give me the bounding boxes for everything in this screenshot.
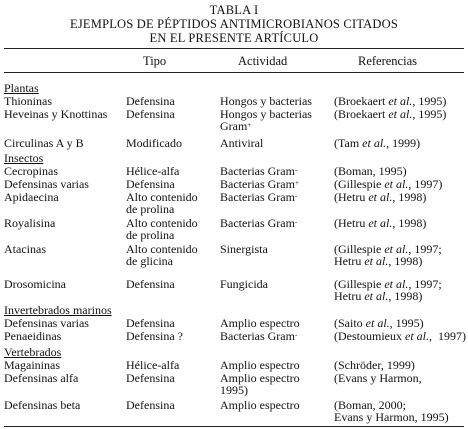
row-heveinas-tipo: Defensina (126, 107, 175, 121)
table-title (0, 3, 468, 45)
row-drosomicina-ref-2: Hetru et al., 1998) (334, 289, 423, 303)
header-tipo: Tipo (143, 54, 167, 68)
row-heveinas-ref: (Broekaert et al., 1995) (334, 107, 447, 121)
row-penaeidinas-ref: (Destoumieux et al., 1997) (334, 329, 466, 343)
row-heveinas-actividad: Hongos y bacterias (220, 107, 312, 121)
top-rule (4, 48, 464, 49)
row-drosomicina-ref: (Gillespie et al., 1997; (334, 277, 442, 291)
row-drosomicina-actividad: Fungicida (220, 277, 268, 291)
row-atacinas-tipo: Alto contenido (126, 242, 198, 256)
row-circulinas-ref: (Tam et al., 1999) (334, 136, 421, 150)
row-cecropinas-name: Cecropinas (4, 164, 58, 178)
row-royalisina-name: Royalisina (4, 216, 56, 230)
row-apidaecina-actividad: Bacterias Gram- (220, 190, 298, 204)
row-thioninas-name: Thioninas (4, 94, 52, 108)
section-invertebrados-marinos: Invertebrados marinos (4, 303, 112, 317)
row-atacinas-ref: (Gillespie et al., 1997; (334, 242, 442, 256)
row-defensinas-alfa-tipo: Defensina (126, 371, 175, 385)
row-penaeidinas-actividad: Bacterias Gram- (220, 329, 298, 343)
bottom-rule (4, 426, 464, 427)
table-title-line-2: EN EL PRESENTE ARTÍCULO (149, 31, 319, 45)
header-rule (4, 72, 464, 73)
row-atacinas-actividad: Sinergista (220, 242, 268, 256)
row-royalisina-tipo-2: de prolina (126, 228, 175, 242)
table-title-line-1: EJEMPLOS DE PÉPTIDOS ANTIMICROBIANOS CITADOS (70, 17, 398, 31)
row-defensinas-varias-marinas-name: Defensinas varias (4, 316, 89, 330)
header-referencias: Referencias (358, 54, 417, 68)
row-defensinas-alfa-actividad: Amplio espectro (220, 371, 300, 385)
row-royalisina-ref: (Hetru et al., 1998) (334, 216, 427, 230)
row-drosomicina-tipo: Defensina (126, 277, 175, 291)
row-apidaecina-tipo-2: de prolina (126, 202, 175, 216)
row-defensinas-alfa-name: Defensinas alfa (4, 371, 79, 385)
row-atacinas-name: Atacinas (4, 242, 46, 256)
table-number: TABLA I (209, 3, 259, 17)
row-defensinas-alfa-actividad-2: 1995) (220, 383, 248, 397)
row-circulinas-tipo: Modificado (126, 136, 182, 150)
row-defensinas-varias-actividad: Bacterias Gram+ (220, 177, 299, 191)
row-circulinas-actividad: Antiviral (220, 136, 264, 150)
row-defensinas-beta-ref: (Boman, 2000; (334, 398, 406, 412)
row-heveinas-name: Heveinas y Knottinas (4, 107, 108, 121)
section-insectos: Insectos (4, 151, 44, 165)
row-apidaecina-name: Apidaecina (4, 190, 59, 204)
row-defensinas-varias-marinas-actividad: Amplio espectro (220, 316, 300, 330)
row-drosomicina-name: Drosomicina (4, 277, 66, 291)
row-penaeidinas-tipo: Defensina ? (126, 329, 183, 343)
row-defensinas-beta-actividad: Amplio espectro (220, 398, 300, 412)
row-magaininas-actividad: Amplio espectro (220, 358, 300, 372)
row-atacinas-ref-2: Hetru et al., 1998) (334, 254, 423, 268)
row-defensinas-varias-name: Defensinas varias (4, 177, 89, 191)
section-vertebrados: Vertebrados (4, 345, 62, 359)
row-cecropinas-ref: (Boman, 1995) (334, 164, 407, 178)
section-plantas: Plantas (4, 81, 39, 95)
row-defensinas-beta-name: Defensinas beta (4, 398, 81, 412)
row-circulinas-name: Circulinas A y B (4, 136, 84, 150)
row-magaininas-ref: (Schröder, 1999) (334, 358, 415, 372)
row-atacinas-tipo-2: de glicina (126, 254, 173, 268)
row-royalisina-actividad: Bacterias Gram- (220, 216, 298, 230)
row-apidaecina-tipo: Alto contenido (126, 190, 198, 204)
row-defensinas-varias-marinas-ref: (Saito et al., 1995) (334, 316, 424, 330)
row-penaeidinas-name: Penaeidinas (4, 329, 62, 343)
row-thioninas-ref: (Broekaert et al., 1995) (334, 94, 447, 108)
row-defensinas-beta-ref-2: Evans y Harmon, 1995) (334, 410, 449, 424)
row-defensinas-varias-ref: (Gillespie et al., 1997) (334, 177, 443, 191)
row-defensinas-varias-marinas-tipo: Defensina (126, 316, 175, 330)
row-cecropinas-tipo: Hélice-alfa (126, 164, 180, 178)
row-defensinas-beta-tipo: Defensina (126, 398, 175, 412)
row-thioninas-tipo: Defensina (126, 94, 175, 108)
row-magaininas-tipo: Hélice-alfa (126, 358, 180, 372)
row-heveinas-actividad-2: Gram+ (220, 119, 252, 133)
row-defensinas-varias-tipo: Defensina (126, 177, 175, 191)
row-magaininas-name: Magaininas (4, 358, 60, 372)
row-thioninas-actividad: Hongos y bacterias (220, 94, 312, 108)
row-apidaecina-ref: (Hetru et al., 1998) (334, 190, 427, 204)
row-cecropinas-actividad: Bacterias Gram- (220, 164, 298, 178)
header-actividad: Actividad (238, 54, 288, 68)
row-royalisina-tipo: Alto contenido (126, 216, 198, 230)
row-defensinas-alfa-ref: (Evans y Harmon, (334, 371, 422, 385)
